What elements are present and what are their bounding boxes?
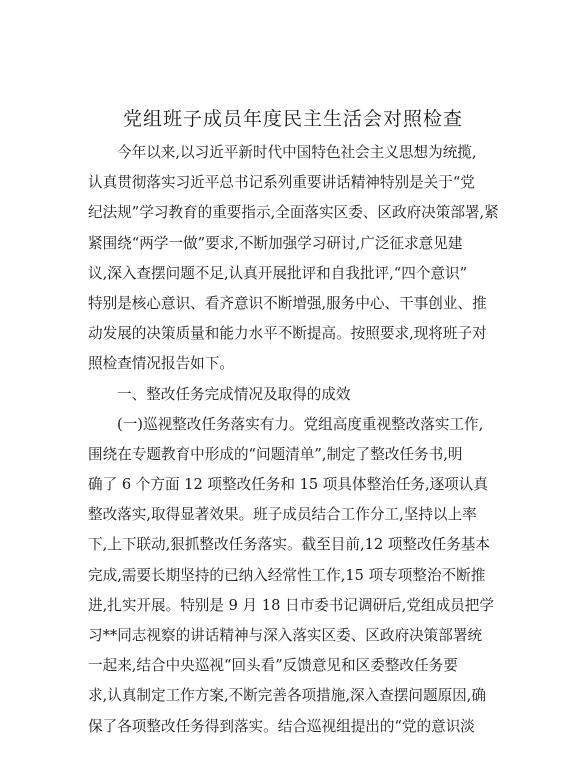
- paragraph-line: 完成,需要长期坚持的已纳入经常性工作,15 项专项整治不断推: [88, 566, 486, 584]
- paragraph-line: 一起来,结合中央巡视“回头看”反馈意见和区委整改任务要: [88, 657, 458, 675]
- document-title: 党组班子成员年度民主生活会对照检查: [122, 108, 463, 130]
- paragraph-line: 今年以来,以习近平新时代中国特色社会主义思想为统揽,: [117, 144, 477, 161]
- paragraph-line: 习**同志视察的讲话精神与深入落实区委、区政府决策部署统: [88, 627, 483, 644]
- paragraph-line: 保了各项整改任务得到落实。结合巡视组提出的“党的意识淡: [88, 717, 475, 735]
- paragraph-line: 紧围绕“两学一做”要求,不断加强学习研讨,广泛征求意见建: [88, 234, 463, 252]
- paragraph-line: 确了 6 个方面 12 项整改任务和 15 项具体整治任务,逐项认真: [88, 476, 488, 494]
- paragraph-line: 动发展的决策质量和能力水平不断提高。按照要求,现将班子对: [88, 325, 487, 343]
- paragraph-line: 下,上下联动,狠抓整改任务落实。截至目前,12 项整改任务基本: [88, 536, 490, 554]
- paragraph-line: 求,认真制定工作方案,不断完善各项措施,深入查摆问题原因,确: [88, 687, 486, 705]
- paragraph-line: 特别是核心意识、看齐意识不断增强,服务中心、干事创业、推: [88, 294, 487, 312]
- paragraph-line: 认真贯彻落实习近平总书记系列重要讲话精神特别是关于“党: [88, 174, 475, 192]
- paragraph-line: 进,扎实开展。特别是 9 月 18 日市委书记调研后,党组成员把学: [88, 596, 494, 614]
- paragraph-line: 整改落实,取得显著效果。班子成员结合工作分工,坚持以上率: [88, 506, 477, 524]
- paragraph-line: (一)巡视整改任务落实有力。党组高度重视整改落实工作,: [117, 415, 484, 433]
- paragraph-line: 纪法规”学习教育的重要指示,全面落实区委、区政府决策部署,紧: [88, 204, 499, 222]
- section-heading: 一、整改任务完成情况及取得的成效: [117, 385, 351, 403]
- document-body: [88, 138, 508, 742]
- paragraph-line: 议,深入查摆问题不足,认真开展批评和自我批评,“四个意识”: [88, 264, 468, 282]
- paragraph-line: 照检查情况报告如下。: [88, 355, 234, 373]
- paragraph-line: 围绕在专题教育中形成的“问题清单”,制定了整改任务书,明: [88, 445, 463, 463]
